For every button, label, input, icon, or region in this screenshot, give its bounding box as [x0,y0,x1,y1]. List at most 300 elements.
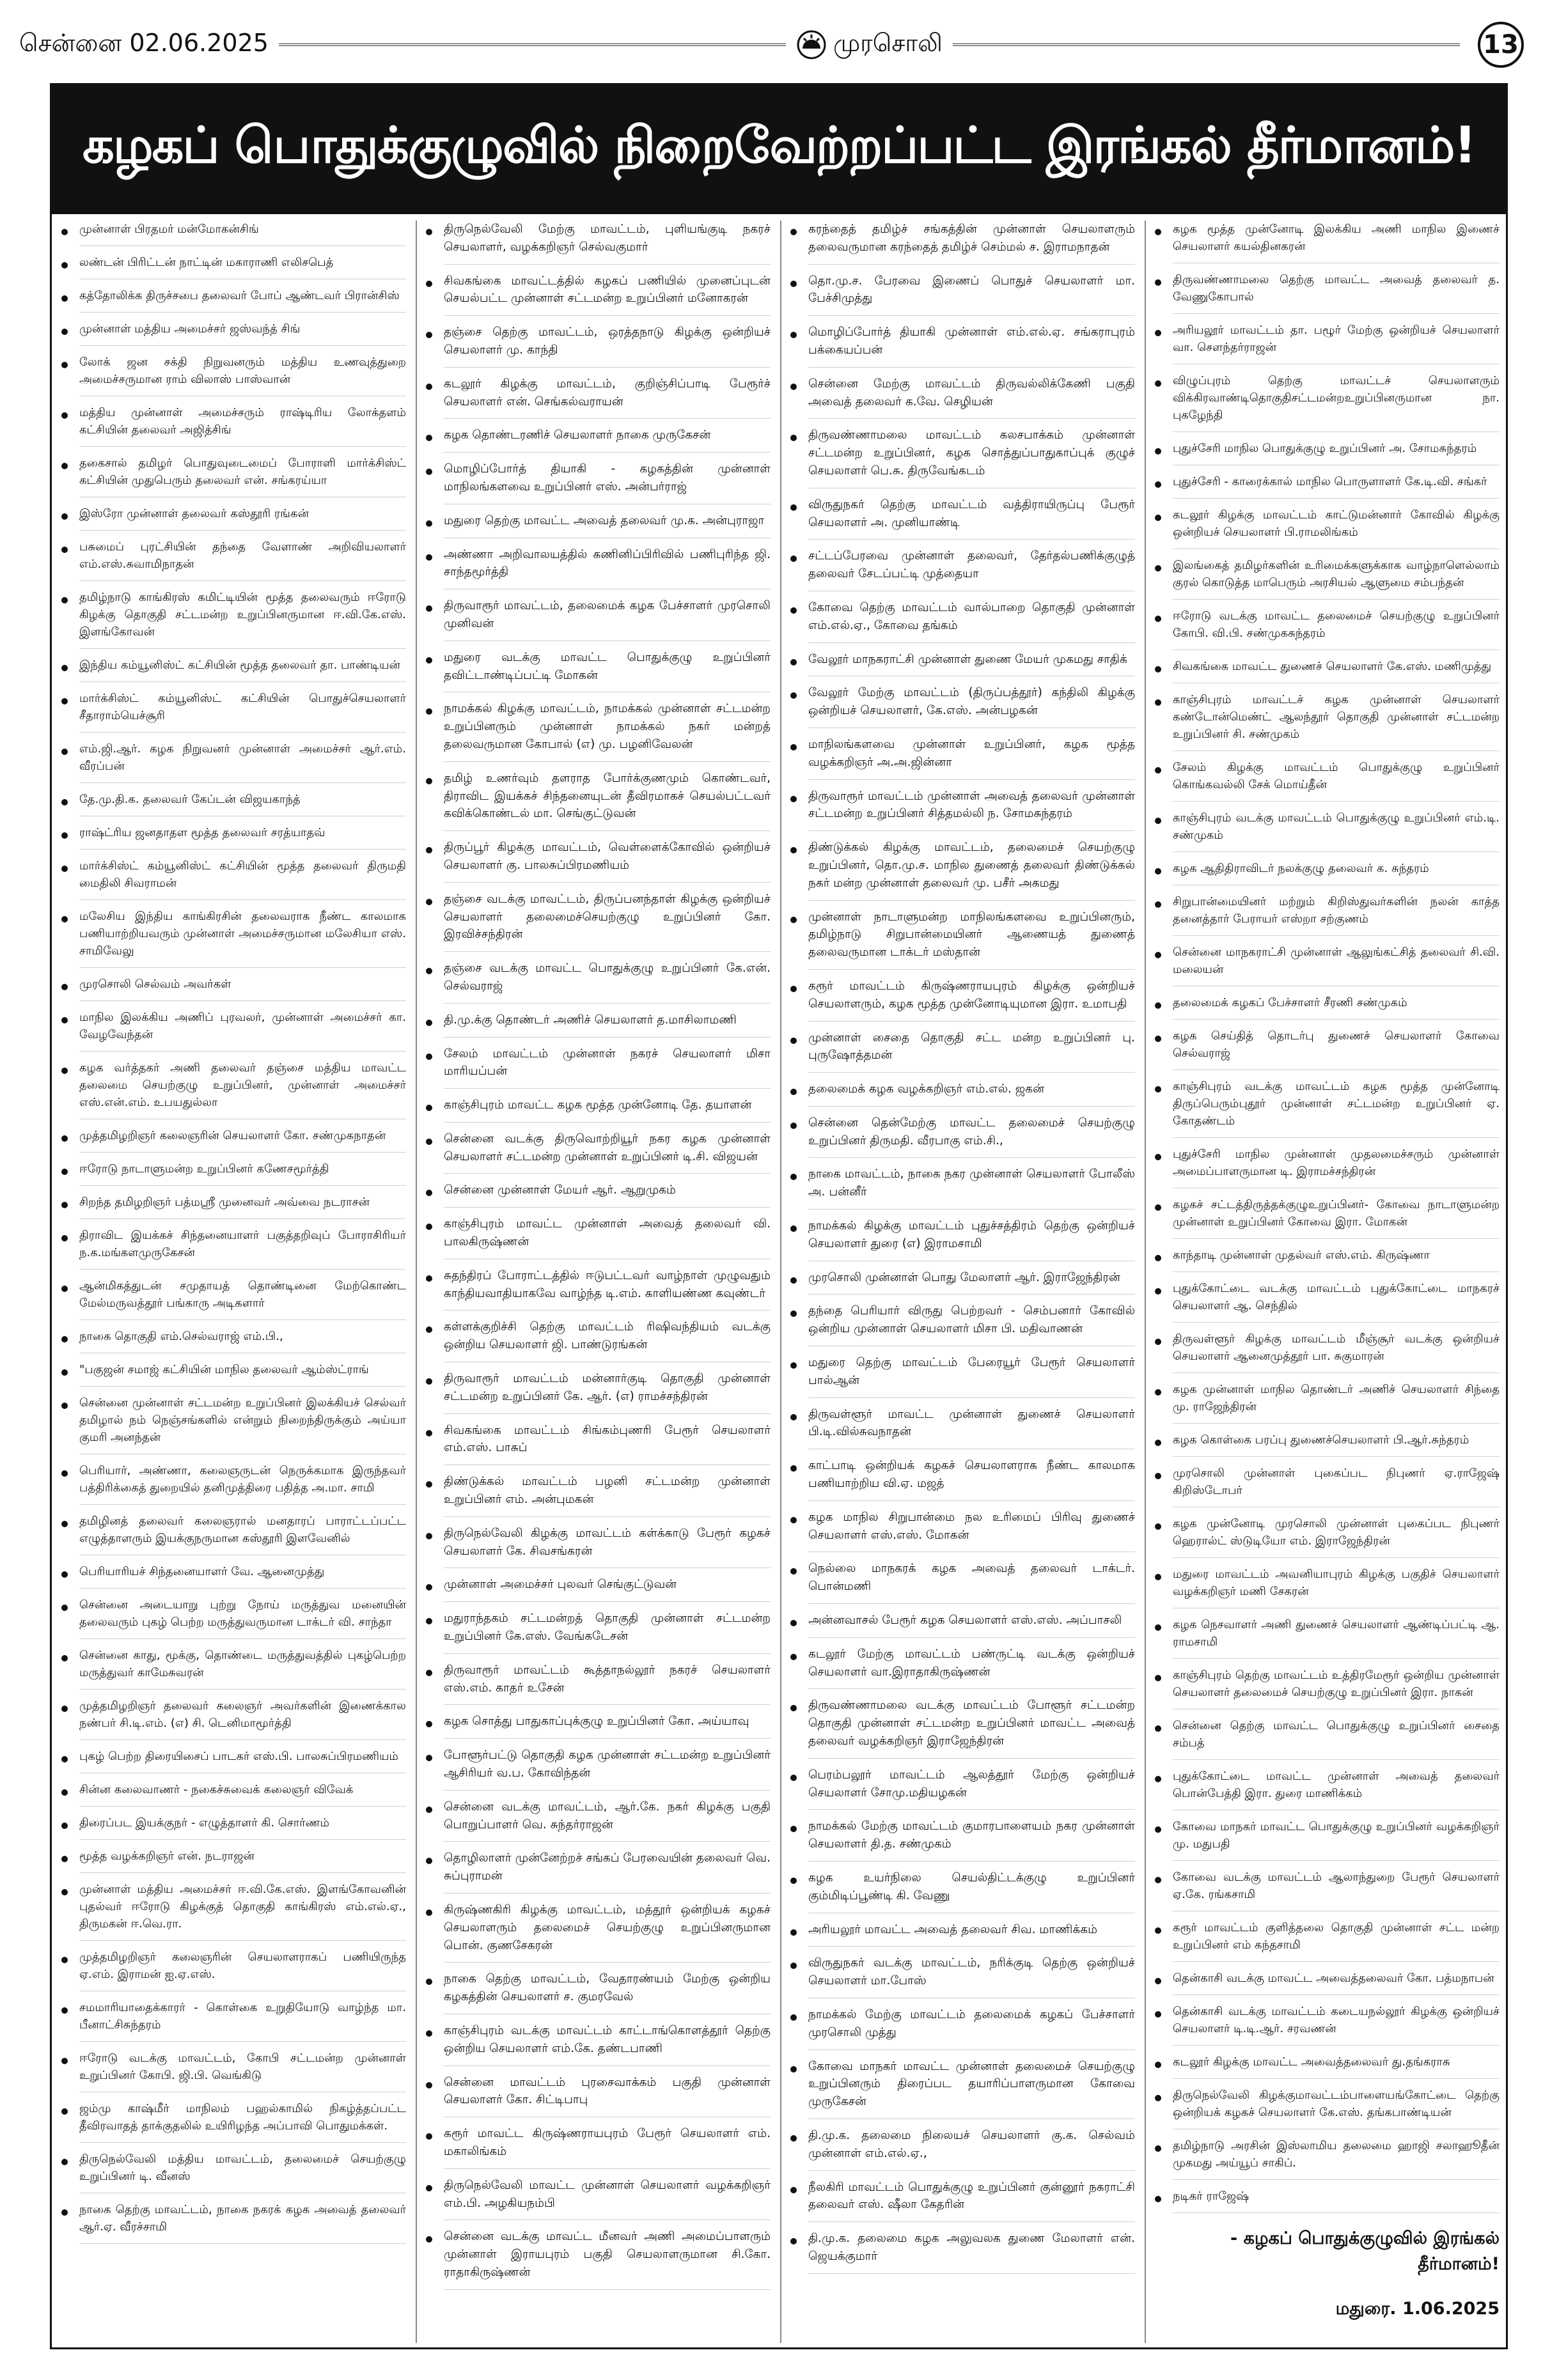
condolence-entry [422,1746,771,1782]
entry-text: திருவள்ளூர் கிழக்கு மாவட்டம் மீஞ்சூர் வடக்கு ஒன்றியச் செயலாளர் ஆனைமுத்தூர் பா. சுகுமாரன் [1173,1332,1500,1363]
entry-text: சிவகங்கை மாவட்ட துணைச் செயலாளர் கே.எஸ். மணிமுத்து [1173,660,1492,673]
entry-separator [808,1294,1135,1295]
paper-name: முரசொலி [833,29,943,57]
entry-text: காஞ்சிபுரம் தெற்கு மாவட்டம் உத்திரமேரூர் ஒன்றிய முன்னாள் செயலாளர் தலைமைச் செயற்குழு உறுப்பினர் இரா. நாகன் [1173,1668,1500,1699]
entry-text: மத்திய முன்னாள் அமைச்சரும் ராஷ்டிரிய லோக்தளம் கட்சியின் தலைவர் அஜித்சிங் [79,406,406,437]
bullet-icon [61,1571,68,1578]
condolence-entry [1151,893,1500,928]
condolence-entry [422,2074,771,2110]
condolence-entry [787,1560,1135,1596]
entry-text: ஆன்மிகத்துடன் சமுதாயத் தொண்டினை மேற்கொண்ட மேல்மருவத்தூர் பங்காரு அடிகளார் [79,1279,406,1310]
entry-separator [444,951,771,952]
entry-text: நாமக்கல் கிழக்கு மாவட்டம் புதுச்சத்திரம் தெற்கு ஒன்றியச் செயலாளர் துரை (எ) இராமசாமி [808,1219,1135,1250]
entry-text: கழக சொத்து பாதுகாப்புக்குழு உறுப்பினர் கோ. அய்யாவு [444,1715,749,1729]
entry-text: சென்னை முன்னாள் சட்டமன்ற உறுப்பினர் இலக்கியச் செல்வர் தமிழால் நம் நெஞ்சங்களில் என்றும் நிறைந்திருக்கும் அய்யா குமரி அனந்தன் [79,1396,406,1444]
entry-separator [808,1072,1135,1073]
bullet-icon [61,1706,68,1712]
condolence-entry [1151,994,1500,1011]
entry-text: தென்காசி வடக்கு மாவட்டம் கடையநல்லூர் கிழக்கு ஒன்றியச் செயலாளர் டி.டி.ஆர். சரவணன் [1173,2005,1500,2035]
entry-text: காஞ்சிபுரம் மாவட்டச் கழக முன்னாள் செயலாளர் கண்டோன்மெண்ட் ஆலந்தூர் தொகுதி முன்னாள் சட்டமன்ற உறுப்பினர் சி. சண்முகம் [1173,693,1500,741]
bullet-icon [790,1414,797,1420]
resolution-label: - கழகப் பொதுக்குழுவில் இரங்கல் தீர்மானம்! [1230,2228,1500,2274]
entry-text: கிருஷ்ணகிரி கிழக்கு மாவட்டம், மத்தூர் ஒன்றியக் கழகச் செயலாளரும் தலைமைச் செயற்குழு உறுப்பினருமான பொன். குணசேகரன் [444,1903,771,1952]
bullet-icon [790,1963,797,1969]
entry-text: கடலூர் கிழக்கு மாவட்டம், குறிஞ்சிப்பாடி பேரூர்ச் செயலாளர் என். செங்கல்வராயன் [444,377,771,408]
bullet-icon [61,1169,68,1175]
bullet-icon [426,1430,432,1436]
bullet-icon [790,847,797,853]
condolence-entry [58,538,406,573]
bullet-icon [61,1823,68,1829]
entry-separator [808,642,1135,643]
entry-text: கடலூர் கிழக்கு மாவட்டம் காட்டுமன்னார் கோவில் கிழக்கு ஒன்றியச் செயலாளர் பி.ராமலிங்கம் [1173,508,1500,539]
entry-text: கழக செய்தித் தொடர்பு துணைச் செயலாளர் கோவை செல்வராஜ் [1173,1029,1500,1060]
bullet-icon [1155,448,1161,455]
entry-text: நடிகர் ராஜேஷ் [1173,2189,1249,2203]
bullet-icon [61,1470,68,1477]
entry-text: தஞ்சை வடக்கு மாவட்ட பொதுக்குழு உறுப்பினர் கே.என். செல்வராஜ் [444,961,771,993]
bullet-icon [61,1521,68,1527]
entry-text: தொ.மு.ச. பேரவை இணைப் பொதுச் செயலாளர் மா. பேச்சிமுத்து [808,274,1135,306]
entry-text: சென்னை மேற்கு மாவட்டம் திருவல்லிக்கேணி பகுதி அவைத் தலைவர் க.வே. செழியன் [808,377,1135,408]
entry-separator [79,782,406,783]
entry-separator [808,969,1135,970]
condolence-entry [58,791,406,808]
entry-text: சிவகங்கை மாவட்டத்தில் கழகப் பணியில் முனைப்புடன் செயல்பட்ட முன்னாள் சட்டமன்ற உறுப்பினர் மனோகரன் [444,274,771,306]
condolence-entry [422,1422,771,1458]
entry-text: முரசொலி செல்வம் அவர்கள் [79,977,231,991]
bullet-icon [61,1957,68,1963]
bullet-icon [1155,1675,1161,1681]
entry-separator [1173,2179,1500,2180]
column-divider [780,221,781,2343]
condolence-entry [58,1009,406,1043]
entry-text: சென்னை மாவட்டம் புரசைவாக்கம் பகுதி முன்னாள் செயலாளர் கோ. சிட்டிபாபு [444,2075,771,2107]
bullet-icon [1155,1927,1161,1934]
entry-text: புதுக்கோட்டை வடக்கு மாவட்டம் புதுக்கோட்டை மாநகரச் செயலாளர் ஆ. செந்தில் [1173,1282,1500,1312]
entry-text: முரசொலி முன்னாள் புகைப்பட நிபுணர் ஏ.ராஜேஷ் கிறிஸ்டோபர் [1173,1466,1500,1497]
entry-text: காந்தாடி முன்னாள் முதல்வர் எஸ்.எம். கிருஷ்ணா [1173,1248,1430,1262]
entry-text: கத்தோலிக்க திருச்சபை தலைவர் போப் ஆண்டவர் பிரான்சிஸ் [79,289,400,302]
bullet-icon [1155,1036,1161,1042]
condolence-entry [58,2100,406,2135]
bullet-icon [61,2007,68,2014]
entry-text: புதுக்கோட்டை மாவட்ட முன்னாள் அவைத் தலைவர் பொன்பேத்தி இரா. துரை மாணிக்கம் [1173,1769,1500,1800]
column-1 [58,221,406,2343]
entry-text: திருவண்ணாமலை தெற்கு மாவட்ட அவைத் தலைவர் த. வேணுகோபால் [1173,273,1500,304]
condolence-entry [1151,1330,1500,1365]
bullet-icon [790,1225,797,1232]
entry-separator [79,732,406,733]
entry-text: கரூர் மாவட்டம் குளித்தலை தொகுதி முன்னாள் சட்ட மன்ற உறுப்பினர் எம் கந்தசாமி [1173,1921,1500,1952]
entry-separator [79,1319,406,1320]
entry-text: ஈரோடு வடக்கு மாவட்ட தலைமைச் செயற்குழு உறுப்பினர் கோபி. வி.பி. சண்முகசுந்தரம் [1173,609,1500,640]
entry-text: நாகை மாவட்டம், நாகை நகர முன்னாள் செயலாளர் போலீஸ் அ. பன்னீர் [808,1167,1135,1199]
condolence-entry [787,1217,1135,1253]
entry-text: நெல்லை மாநகரக் கழக அவைத் தலைவர் டாக்டர். பொன்மணி [808,1562,1135,1594]
condolence-entry [58,1596,406,1631]
entry-separator [808,727,1135,728]
condolence-entry [422,700,771,753]
condolence-entry [787,2127,1135,2163]
entry-text: வேலூர் மாநகராட்சி முன்னாள் துணை மேயர் முகமது சாதிக் [808,652,1127,666]
entry-separator [79,899,406,900]
condolence-entry [422,1661,771,1697]
entry-text: ஈரோடு வடக்கு மாவட்டம், கோபி சட்டமன்ற முன்னாள் உறுப்பினர் கோபி. ஜி.பி. வெங்கிடு [79,2051,406,2082]
entry-text: சென்னை தென்மேற்கு மாவட்ட தலைமைச் செயற்குழு உறுப்பினர் திருமதி. வீரபாகு எம்.சி., [808,1116,1135,1147]
bullet-icon [790,796,797,802]
condolence-entry [1151,1146,1500,1180]
entry-text: லண்டன் பிரிட்டன் நாட்டின் மகாராணி எலிசபெத் [79,256,334,269]
condolence-entry [422,1370,771,1406]
entry-text: ராஷ்ட்ரிய ஜனதாதள மூத்த தலைவர் சரத்யாதவ் [79,826,325,839]
entry-text: நாகை தெற்கு மாவட்டம், நாகை நகரக் கழக அவைத் தலைவர் ஆர்.ஏ. வீரச்சாமி [79,2203,406,2234]
condolence-entry [1151,944,1500,978]
entry-separator [1173,1322,1500,1323]
bullet-icon [1155,616,1161,622]
entry-text: புதுச்சேரி - காரைக்கால் மாநில பொருளாளர் கே.டி.வி. சங்கர் [1173,475,1487,488]
bullet-icon [426,605,432,612]
condolence-entry [787,1457,1135,1493]
entry-text: தலைமைக் கழகப் பேச்சாளர் சீரணி சண்முகம் [1173,996,1407,1009]
entry-text: நாமக்கல் கிழக்கு மாவட்டம், நாமக்கல் முன்னாள் சட்டமன்ற உறுப்பினரும் முன்னாள் நாமக்கல் நகர் மன்றத் தலைவருமான கோபால் (எ) மு. பழனிவேலன் [444,702,771,751]
bullet-icon [1155,1877,1161,1883]
entry-text: இலங்கைத் தமிழர்களின் உரிமைக்களுக்காக வாழ்நாளெல்லாம் குரல் கொடுத்த மாபெரும் அரசியல் ஆளுமை சம்பந்தன் [1173,559,1500,589]
condolence-entry [1151,322,1500,356]
bullet-icon [426,2133,432,2140]
bullet-icon [61,1756,68,1762]
condolence-entry [1151,860,1500,877]
condolence-entry [1151,506,1500,541]
entry-text: விருதுநகர் தெற்கு மாவட்டம் வத்திராயிருப்பு பேரூர் செயலாளர் அ. முனியாண்டி [808,497,1135,529]
entry-text: திருவாரூர் மாவட்டம், தலைமைக் கழக பேச்சாளர் முரசொலி முனிவன் [444,599,771,630]
condolence-entry [422,1215,771,1251]
bullet-icon [1155,1255,1161,1261]
column-4 [1151,221,1500,2343]
entry-separator [1173,1137,1500,1138]
bullet-icon [426,229,432,235]
condolence-entry [422,960,771,995]
condolence-entry [1151,2188,1500,2205]
entry-text: முன்னாள் பிரதமர் மன்மோகன்சிங் [79,222,259,236]
bullet-icon [790,2066,797,2073]
bullet-icon [1155,2196,1161,2202]
bullet-icon [1155,1204,1161,1211]
condolence-entry [58,1748,406,1765]
entry-separator [1173,2078,1500,2079]
entry-text: புதுச்சேரி மாநில முன்னாள் முதலமைச்சரும் முன்னாள் அமைப்பாளருமான டி. இராமச்சந்திரன் [1173,1147,1500,1178]
condolence-entry [787,977,1135,1013]
bullet-icon [426,1909,432,1916]
condolence-entry [787,1114,1135,1150]
entry-text: கழக மூத்த முன்னோடி இலக்கிய அணி மாநில இணைச் செயலாளர் கயல்தினகரன் [1173,222,1500,253]
entry-text: கழக மாநில சிறுபான்மை நல உரிமைப் பிரிவு துணைச் செயலாளர் எஸ்.எஸ். மோகன் [808,1510,1135,1542]
bullet-icon [61,1889,68,1895]
bullet-icon [1155,1725,1161,1732]
entry-text: கழக நெசவாளர் அணி துணைச் செயலாளர் ஆண்டிப்பட்டி ஆ. ராமசாமி [1173,1618,1500,1649]
entry-text: ஈரோடு நாடாளுமன்ற உறுப்பினர் கணேசமூர்த்தி [79,1162,329,1176]
bullet-icon [1155,2145,1161,2152]
entry-separator [444,1207,771,1208]
bullet-icon [790,692,797,699]
condolence-entry [787,651,1135,669]
condolence-entry [58,1277,406,1312]
condolence-entry [1151,607,1500,642]
condolence-entry [787,599,1135,635]
condolence-entry [58,1059,406,1111]
condolence-entry [1151,1667,1500,1701]
condolence-entry [787,1029,1135,1065]
bullet-icon [426,968,432,974]
bullet-icon [61,698,68,704]
bullet-icon [1155,2011,1161,2018]
entry-text: நாகை தொகுதி எம்.செல்வராஜ் எம்.பி., [79,1330,283,1343]
entry-text: கோவை தெற்கு மாவட்டம் வால்பாறை தொகுதி முன்னாள் எம்.எல்.ஏ., கோவை தங்கம் [808,600,1135,632]
header-rule-right [953,43,1460,46]
bullet-icon [1155,666,1161,673]
entry-separator [79,1806,406,1807]
entry-separator [444,452,771,453]
condolence-entry [422,649,771,685]
entry-separator [1173,649,1500,650]
entry-text: கழக முன்னாள் மாநில தொண்டர் அணிச் செயலாளர் சிந்தை மு. ராஜேந்திரன் [1173,1383,1500,1413]
condolence-entry [58,1127,406,1144]
entry-text: தமிழ்நாடு காங்கிரஸ் கமிட்டியின் மூத்த தலைவரும் ஈரோடு கிழக்கு தொகுதி சட்டமன்ற உறுப்பினருமான ஈ.வி.கே.எஸ். இளங்கோவன் [79,591,406,639]
bullet-icon [790,556,797,562]
bullet-icon [790,986,797,992]
bullet-icon [426,1326,432,1333]
condolence-entry [1151,2087,1500,2121]
entry-text: கழகச் சட்டத்திருத்தக்குழுஉறுப்பினர்- கோவை நாடாளுமன்ற முன்னாள் உறுப்பினர் கோவை இரா. மோகன் [1173,1198,1500,1229]
entry-text: மதுராந்தகம் சட்டமன்றத் தொகுதி முன்னாள் சட்டமன்ற உறுப்பினர் கே.எஸ். வேங்கடேசன் [444,1612,771,1644]
bullet-icon [426,1105,432,1111]
bullet-icon [61,799,68,805]
entry-text: போளூர்பட்டு தொகுதி கழக முன்னாள் சட்டமன்ற உறுப்பினர் ஆசிரியர் வ.ப. கோவிந்தன் [444,1748,771,1780]
entry-separator [79,1269,406,1270]
bullet-icon [426,1481,432,1488]
condolence-entry [1151,1515,1500,1550]
entry-separator [79,345,406,346]
entry-separator [808,1500,1135,1501]
bullet-icon [1155,1574,1161,1580]
bullet-icon [426,1721,432,1727]
bullet-icon [61,597,68,603]
bullet-icon [1155,901,1161,908]
entry-separator [808,2221,1135,2222]
entry-separator [1173,1423,1500,1424]
entry-text: மதுரை தெற்கு மாவட்ட அவைத் தலைவர் மு.க. அன்புராஜா [444,513,765,527]
entry-separator [808,1106,1135,1107]
bullet-icon [790,332,797,338]
bullet-icon [1155,481,1161,488]
bullet-icon [790,2135,797,2142]
condolence-entry [1151,1027,1500,1062]
condolence-entry [58,1328,406,1345]
condolence-entry [58,657,406,674]
bullet-icon [426,1378,432,1385]
bullet-icon [426,657,432,664]
entry-separator [79,2142,406,2143]
bullet-icon [61,362,68,368]
entry-separator [808,1397,1135,1398]
condolence-entry [1151,1869,1500,1903]
condolence-entry [1151,1078,1500,1130]
entry-text: திருப்பூர் கிழக்கு மாவட்டம், வெள்ளைக்கோவில் ஒன்றியச் செயலாளர் கு. பாலசுப்பிரமணியம் [444,841,771,872]
bullet-icon [426,1020,432,1026]
bullet-icon [1155,380,1161,387]
condolence-entry [787,1954,1135,1990]
bullet-icon [426,384,432,390]
bullet-icon [790,1311,797,1317]
entry-separator [1173,1658,1500,1659]
entry-text: தமிழினத் தலைவர் கலைஞரால் மனதாரப் பாராட்டப்பட்ட எழுத்தாளரும் இயக்குநருமான கஸ்தூரி இளவேனில் [79,1514,406,1545]
entry-text: கழக முன்னோடி முரசொலி முன்னாள் புகைப்பட நிபுணர் ஹெரால்ட் ஸ்டுடியோ எம். இராஜேந்திரன் [1173,1517,1500,1548]
entry-text: திருநெல்வேலி கிழக்கு மாவட்டம் கள்க்காடு பேரூர் கழகச் செயலாளர் கே. சிவசங்கரன் [444,1526,771,1558]
entry-separator [1173,801,1500,802]
condolence-entry [422,1130,771,1166]
condolence-entry [58,1361,406,1378]
condolence-entry [787,1645,1135,1681]
condolence-entry [787,2058,1135,2111]
condolence-entry [787,1612,1135,1629]
entry-separator [1173,1759,1500,1760]
entry-separator [79,648,406,649]
entry-text: லோக் ஜன சக்தி நிறுவனரும் மத்திய உணவுத்துறை அமைச்சருமான ராம் விலாஸ் பாஸ்வான் [79,355,406,386]
entry-separator [808,779,1135,780]
entry-separator [444,1003,771,1004]
bullet-icon [790,607,797,614]
condolence-entry [787,684,1135,720]
condolence-entry [58,1881,406,1933]
entry-separator [444,1841,771,1842]
condolence-entry [422,891,771,944]
entry-text: பெரியாரியச் சிந்தனையாளர் வே. ஆனைமுத்து [79,1565,325,1578]
condolence-entry [787,1766,1135,1802]
entry-separator [1173,1456,1500,1457]
entry-text: தமிழ்நாடு அரசின் இஸ்லாமிய தலைமை ஹாஜி சலாஹூதீன் முகமது அய்யூப் சாகிப். [1173,2139,1500,2170]
bullet-icon [426,2236,432,2243]
entry-text: விருதுநகர் வடக்கு மாவட்டம், நரிக்குடி தெற்கு ஒன்றியச் செயலாளர் மா.போஸ் [808,1956,1135,1988]
bullet-icon [426,2030,432,2037]
bullet-icon [1155,1440,1161,1446]
entry-text: திருவாரூர் மாவட்டம் முன்னாள் அவைத் தலைவர் முன்னாள் சட்டமன்ற உறுப்பினர் சித்தமல்லி ந. சோமசுந்தரம் [808,789,1135,821]
entry-text: முத்தமிழறிஞர் கலைஞரின் செயலாளர் கோ. சண்முகநாதன் [79,1129,386,1142]
condolence-entry [1151,1381,1500,1415]
condolence-entry [422,546,771,582]
place-date: மதுரை. 1.06.2025 [1335,2299,1500,2319]
entry-separator [79,1689,406,1690]
bullet-icon [790,1705,797,1711]
entry-text: சிவகங்கை மாவட்டம் சிங்கம்புணரி பேரூர் செயலாளர் எம்.எஸ். பாசுப் [444,1423,771,1455]
condolence-entry [1151,2053,1500,2071]
bullet-icon [61,665,68,671]
bullet-icon [1155,699,1161,706]
entry-text: சேலம் கிழக்கு மாவட்டம் பொதுக்குழு உறுப்பினர் கொங்கவல்லி சேக் மொய்தீன் [1173,761,1500,791]
bullet-icon [61,295,68,302]
entry-text: சென்னை மாநகராட்சி முன்னாள் ஆலுங்கட்சித் தலைவர் சி.வி. மலையன் [1173,945,1500,976]
condolence-entry [58,254,406,271]
entry-text: இந்திய கம்யூனிஸ்ட் கட்சியின் மூத்த தலைவர் தா. பாண்டியன் [79,658,400,672]
entry-text: காஞ்சிபுரம் வடக்கு மாவட்டம் கழக மூத்த முன்னோடி திருப்பெரும்புதூர் முன்னாள் சட்டமன்ற உறுப்பினர் ஏ. கோதண்டம் [1173,1080,1500,1128]
column-4-list [1151,221,1500,2213]
bullet-icon [790,1038,797,1044]
condolence-entry [58,404,406,439]
entry-text: கடலூர் கிழக்கு மாவட்ட அவைத்தலைவர் து.தங்கராசு [1173,2055,1450,2069]
entry-text: மலேசிய இந்திய காங்கிரசின் தலைவராக நீண்ட காலமாக பணியாற்றியவரும் முன்னாள் அமைச்சருமான மலேசியா எஸ். சாமிவேலு [79,910,406,958]
bullet-icon [790,1089,797,1095]
bullet-icon [1155,2095,1161,2101]
condolence-entry [58,1394,406,1446]
entry-text: முன்னாள் சைதை தொகுதி சட்ட மன்ற உறுப்பினர் பு. புருஷோத்தமன் [808,1031,1135,1062]
bullet-icon [1155,1978,1161,1984]
bullet-icon [61,1068,68,1074]
bullet-icon [1155,1473,1161,1479]
entry-text: சென்னை வடக்கு மாவட்ட மீனவர் அணி அமைப்பாளரும் முன்னாள் இராயபுரம் பகுதி செயலாளருமான சி.கோ. ராதாகிருஷ்ணன் [444,2230,771,2279]
entry-text: காஞ்சிபுரம் வடக்கு மாவட்டம் காட்டாங்கொளத்தூர் தெற்கு ஒன்றிய செயலாளர் எம்.கே. தண்டபாணி [444,2023,771,2055]
entry-separator [79,1185,406,1186]
bullet-icon [426,435,432,441]
entry-text: முன்னாள் மத்திய அமைச்சர் ஜஸ்வந்த் சிங் [79,322,301,336]
entry-separator [444,2168,771,2169]
entry-text: மொழிப்போர்த் தியாகி முன்னாள் எம்.எல்.ஏ. சங்கராபுரம் பக்கையப்பன் [808,325,1135,357]
bullet-icon [61,1369,68,1376]
entry-separator [808,367,1135,368]
bullet-icon [426,1858,432,1864]
entry-text: பெரியார், அண்ணா, கலைஞருடன் நெருக்கமாக இருந்தவர் பத்திரிக்கைத் துறையில் தனிமுத்திரை பதித்த அ.மா. சாமி [79,1464,406,1495]
entry-text: தலைமைக் கழக வழக்கறிஞர் எம்.எல். ஜகன் [808,1082,1045,1096]
condolence-entry [787,547,1135,583]
bullet-icon [61,2058,68,2064]
entry-text: முன்னாள் அமைச்சர் புலவர் செங்குட்டுவன் [444,1578,677,1592]
bullet-icon [61,329,68,335]
entry-text: தஞ்சை வடக்கு மாவட்டம், திருப்பனந்தாள் கிழக்கு ஒன்றியச் செயலாளர் தலைமைச்செயற்குழு உறுப்பினர் கோ. இரவிச்சந்திரன் [444,892,771,942]
bullet-icon [426,1533,432,1539]
bullet-icon [426,332,432,338]
entry-separator [808,1861,1135,1862]
condolence-entry [422,375,771,411]
condolence-entry [58,589,406,641]
entry-text: மூத்த வழக்கறிஞர் என். நடராஜன் [79,1849,255,1863]
entry-text: தே.மு.தி.க. தலைவர் கேப்டன் விஜயகாந்த் [79,793,301,806]
entry-text: நாமக்கல் மேற்கு மாவட்டம் குமாரபாளையம் நகர முன்னாள் செயலாளர் தி.த. சண்முகம் [808,1819,1135,1851]
condolence-entry [1151,372,1500,424]
condolence-entry [787,426,1135,479]
bullet-icon [61,1202,68,1208]
condolence-entry [58,455,406,489]
bullet-icon [61,1655,68,1661]
entry-separator [1173,1860,1500,1861]
condolence-entry [787,1921,1135,1939]
entry-separator [808,1946,1135,1947]
condolence-entry [58,1647,406,1681]
bullet-icon [790,1517,797,1523]
entry-text: மதுரை தெற்கு மாவட்டம் பேரையூர் பேரூர் செயலாளர் பால்ஆன் [808,1356,1135,1387]
column-3 [787,221,1135,2343]
entry-text: நாகை தெற்கு மாவட்டம், வேதாரண்யம் மேற்கு ஒன்றிய கழகத்தின் செயலாளர் ச. குமரவேல் [444,1972,771,2004]
bullet-icon [61,262,68,268]
entry-text: சென்னை அடையாறு புற்று நோய் மருத்துவ மனையின் தலைவரும் புகழ் பெற்ற மருத்துவருமான டாக்டர் வி. சாந்தா [79,1598,406,1629]
bullet-icon [61,1135,68,1142]
entry-separator [1173,1019,1500,1020]
entry-text: திரைப்பட இயக்குநர் - எழுத்தாளர் கி. சொர்ணம் [79,1816,330,1830]
bullet-icon [426,1139,432,1145]
condolence-entry [422,1318,771,1354]
bullet-icon [61,1789,68,1796]
entry-separator [808,1809,1135,1810]
entry-text: சமமாரியாதைக்காரர் - கொள்கை உறுதியோடு வாழ்ந்த மா. பீனாட்சிசுந்தரம் [79,2001,406,2032]
bullet-icon [426,847,432,853]
rising-sun-icon [796,29,827,60]
